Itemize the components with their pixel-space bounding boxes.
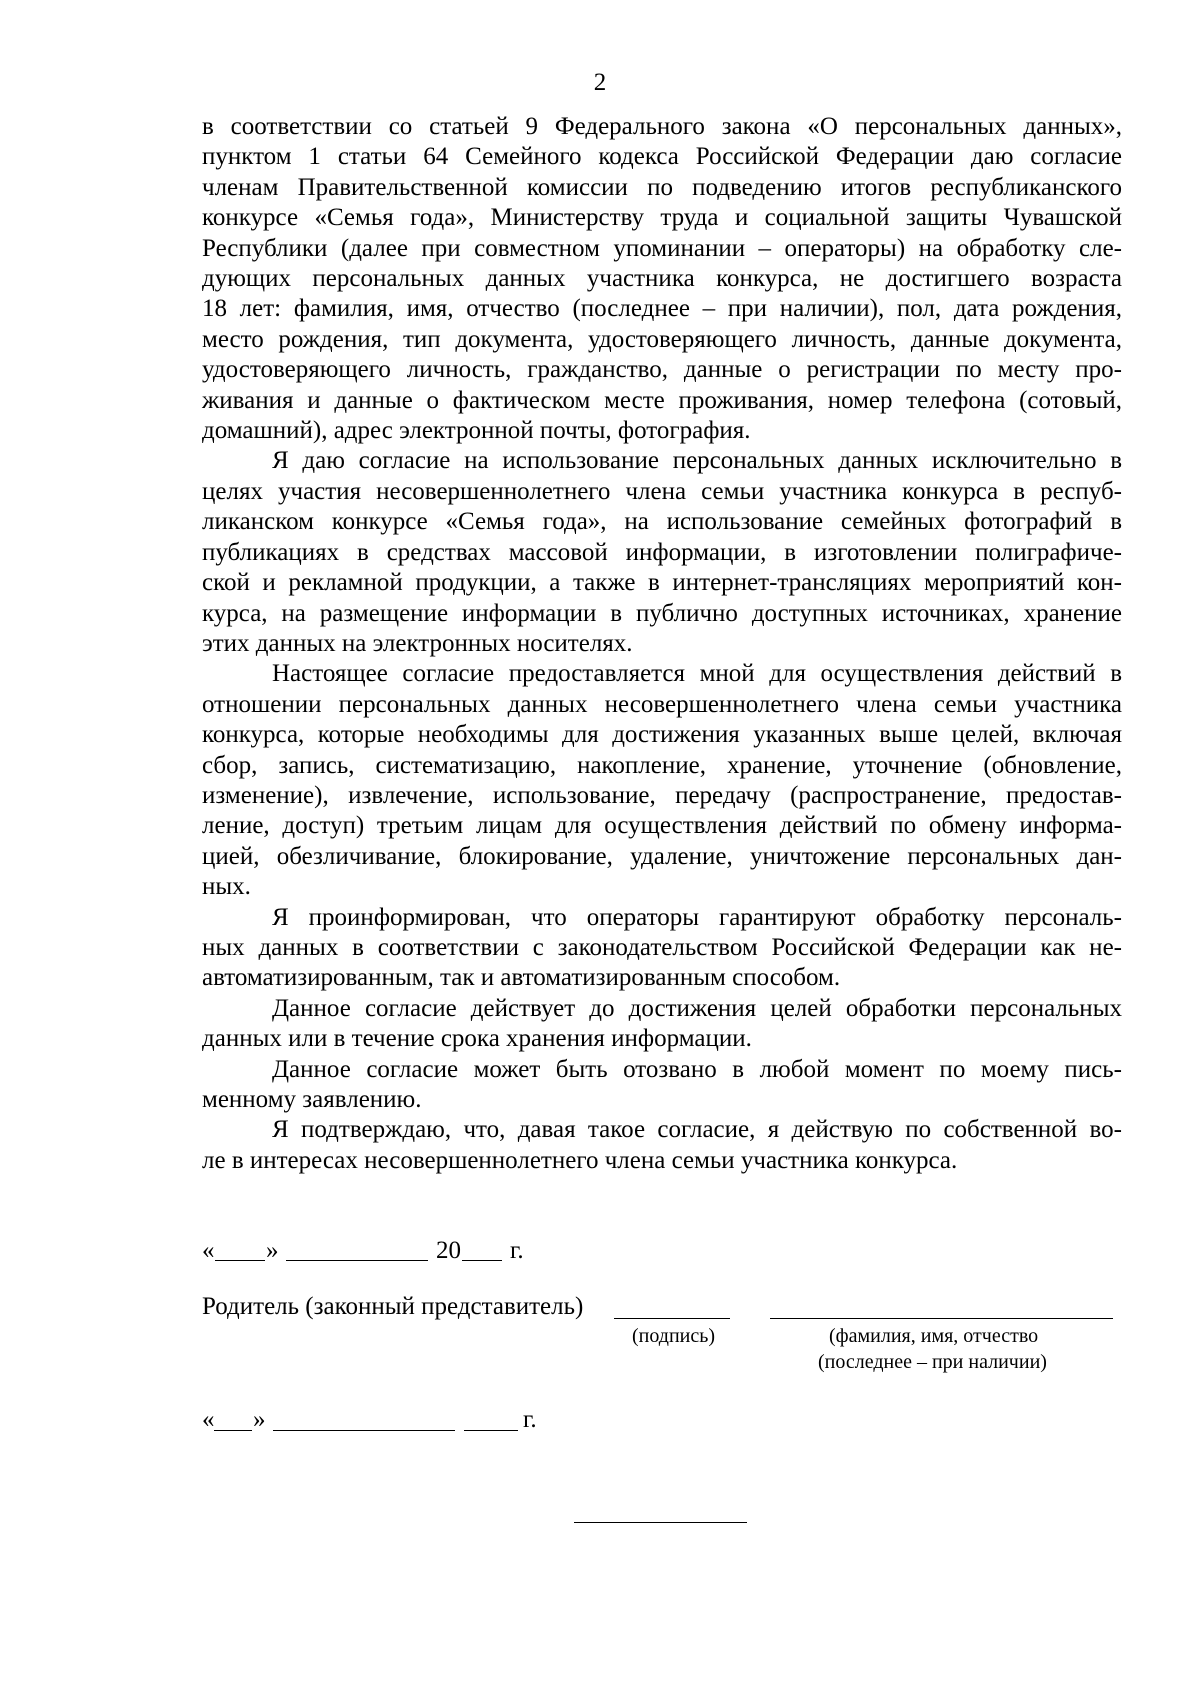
text-line: курса, на размещение информации в публично доступных источниках, хранение [202,599,1122,627]
text-line: ных. [202,873,251,901]
text-line: Республики (далее при совместном упоминании – операторы) на обработку сле- [202,234,1122,262]
page-number: 2 [593,69,607,96]
paragraph-4 [202,903,1122,964]
date-close-quote: » [253,1406,266,1433]
name-caption-line-2: (последнее – при наличии) [818,1351,1047,1373]
name-blank [770,1318,1113,1319]
year-blank [462,1260,502,1261]
text-line: этих данных на электронных носителях. [202,629,633,657]
paragraph-5 [202,994,1122,1024]
text-line: 18 лет: фамилия, имя, отчество (последнее – при наличии), пол, дата рождения, [202,295,1122,323]
text-line: конкурса, которые необходимы для достижения указанных выше целей, включая [202,721,1122,749]
paragraph-6 [202,1055,1122,1085]
text-line: изменение), извлечение, использование, передачу (распространение, предостав- [202,781,1122,809]
month-blank [273,1430,455,1431]
text-line: место рождения, тип документа, удостоверяющего личность, данные документа, [202,325,1122,353]
text-line: пунктом 1 статьи 64 Семейного кодекса Российской Федерации даю согласие [202,143,1122,171]
text-line: конкурсе «Семья года», Министерству труда и социальной защиты Чувашской [202,204,1122,232]
month-blank [286,1260,428,1261]
text-line: целях участия несовершеннолетнего члена семьи участника конкурса в респуб- [202,477,1122,505]
paragraph-1-last-line [202,416,1122,446]
text-line: ле в интересах несовершеннолетнего члена семьи участника конкурса. [202,1146,958,1174]
text-line: удостоверяющего личность, гражданство, данные о регистрации по месту про- [202,356,1122,384]
date-close-quote: » [266,1237,279,1264]
text-line: данных или в течение срока хранения информации. [202,1025,752,1053]
signature-label: Родитель (законный представитель) [202,1293,584,1320]
paragraph-2 [202,446,1122,628]
paragraph-1 [202,112,1122,416]
text-line: членам Правительственной комиссии по подведению итогов республиканского [202,173,1122,201]
text-line: ликанском конкурсе «Семья года», на использование семейных фотографий в [202,508,1122,536]
paragraph-7 [202,1115,1122,1145]
text-line: живания и данные о фактическом месте проживания, номер телефона (сотовый, [202,386,1122,414]
year-blank [464,1430,518,1431]
text-line: Я даю согласие на использование персональных данных исключительно в [272,447,1122,475]
date-open-quote: « [202,1406,215,1433]
text-line: ных данных в соответствии с законодательством Российской Федерации как не- [202,933,1122,961]
text-line: ление, доступ) третьим лицам для осуществления действий по обмену информа- [202,812,1122,840]
text-line: отношении персональных данных несовершеннолетнего члена семьи участника [202,690,1122,718]
day-blank [215,1260,265,1261]
paragraph-3 [202,659,1122,872]
name-caption-line-1: (фамилия, имя, отчество [829,1325,1039,1347]
paragraph-5-last-line [202,1024,1122,1054]
paragraph-2-last-line [202,629,1122,659]
text-line: автоматизированным, так и автоматизированным способом. [202,964,841,992]
text-line: Я подтверждаю, что, давая такое согласие, я действую по собственной во- [272,1116,1122,1144]
text-line: Настоящее согласие предоставляется мной для осуществления действий в [272,660,1122,688]
text-line: в соответствии со статьей 9 Федерального закона «О персональных данных», [202,113,1122,140]
text-line: Я проинформирован, что операторы гарантируют обработку персональ- [272,903,1122,931]
text-line: менному заявлению. [202,1086,422,1113]
signature-caption: (подпись) [632,1325,716,1347]
paragraph-3-last-line [202,872,1122,902]
text-line: цией, обезличивание, блокирование, удаление, уничтожение персональных дан- [202,842,1122,870]
text-line: сбор, запись, систематизацию, накопление, хранение, уточнение (обновление, [202,751,1122,779]
date-year-suffix: г. [510,1237,524,1264]
date-century: 20 [436,1237,461,1264]
text-line: дующих персональных данных участника конкурса, не достигшего возраста [202,265,1122,293]
text-line: Данное согласие действует до достижения целей обработки персональных [272,994,1122,1022]
day-blank [214,1430,252,1431]
date-year-suffix: г. [523,1406,537,1433]
consent-body [202,112,1122,1176]
text-line: публикациях в средствах массовой информации, в изготовлении полиграфиче- [202,538,1122,566]
paragraph-7-last-line [202,1146,1122,1176]
date-open-quote: « [202,1237,215,1264]
text-line: домашний), адрес электронной почты, фотография. [202,417,751,445]
text-line: ской и рекламной продукции, а также в интернет-трансляциях мероприятий кон- [202,569,1122,597]
closing-divider [574,1522,747,1523]
paragraph-6-last-line [202,1085,1122,1115]
text-line: Данное согласие может быть отозвано в любой момент по моему пись- [272,1055,1122,1083]
paragraph-4-last-line [202,963,1122,993]
signature-blank [614,1318,730,1319]
